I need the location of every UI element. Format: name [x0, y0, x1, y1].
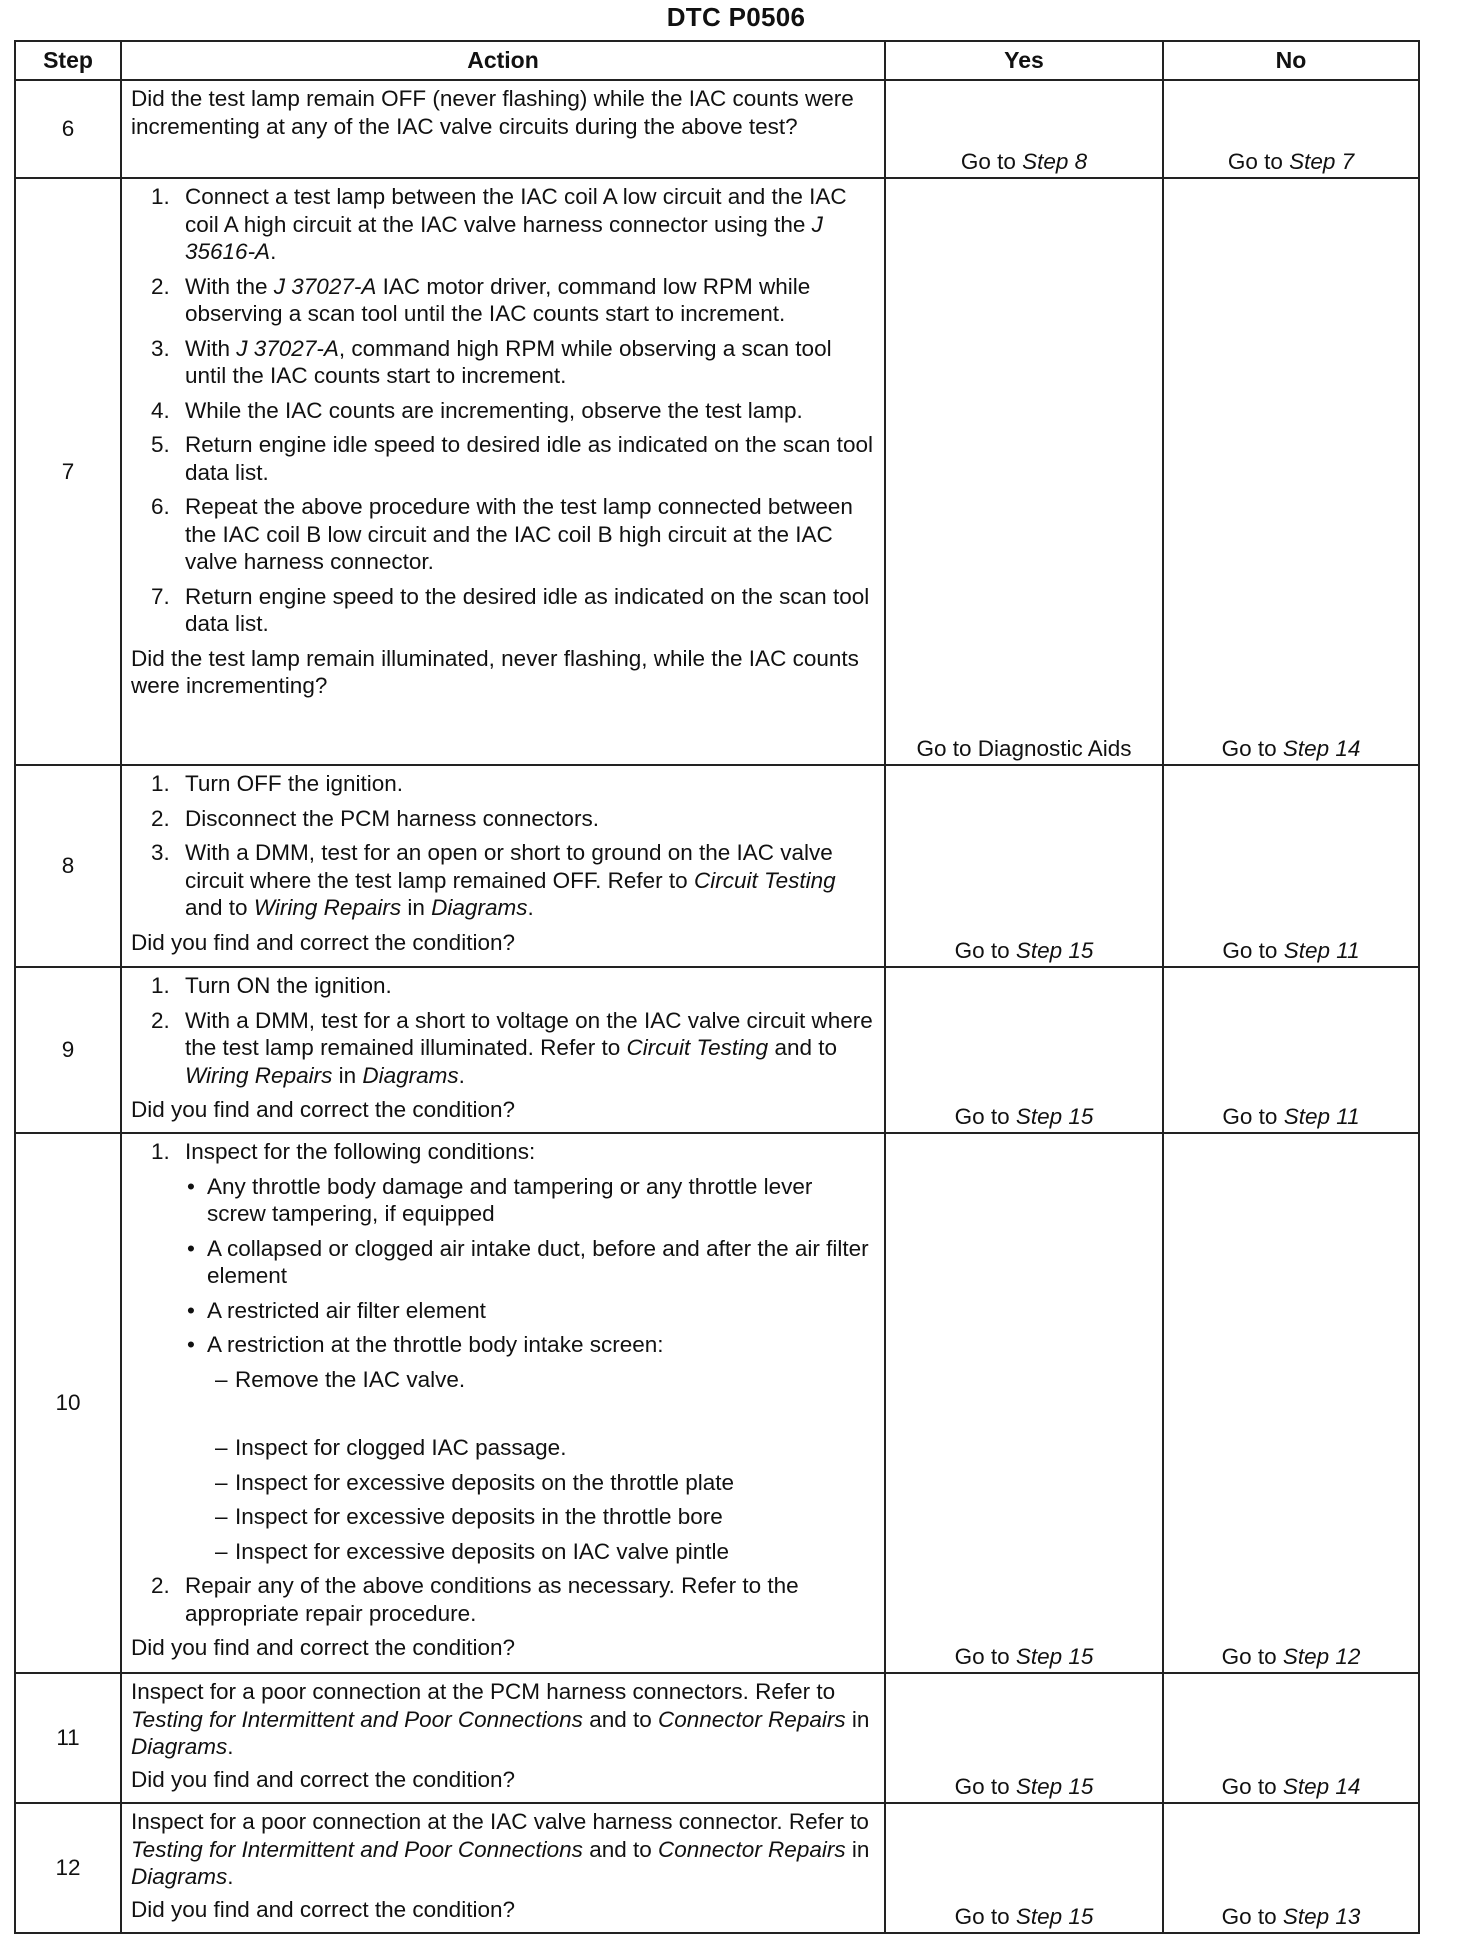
dash-item: – Remove the IAC valve. — [215, 1366, 466, 1392]
diagnostic-table — [14, 40, 1420, 1934]
yes-cell — [885, 1803, 1163, 1933]
no-target: Step 13 — [1282, 1903, 1361, 1929]
numbered-item: 2. Disconnect the PCM harness connectors. — [151, 805, 599, 831]
yes-target: Step 8 — [1022, 148, 1088, 174]
no-prefix: Go to — [1221, 1643, 1283, 1669]
action-cell — [121, 967, 885, 1133]
no-prefix: Go to — [1221, 1773, 1283, 1799]
dash-item: – Inspect for excessive deposits on IAC valve pintle — [215, 1538, 730, 1564]
question-text: Did the test lamp remain illuminated, never flashing, while the IAC counts were incrementing? — [131, 645, 859, 698]
no-target: Step 12 — [1282, 1643, 1361, 1669]
yes-cell — [885, 80, 1163, 178]
yes-target: Step 15 — [1015, 1643, 1094, 1669]
no-target: Step 11 — [1283, 1103, 1360, 1129]
yes-cell — [885, 178, 1163, 765]
yes-prefix: Go to Diagnostic Aids — [916, 735, 1132, 761]
header-action: Action — [121, 41, 885, 80]
numbered-item: 1. Turn ON the ignition. — [151, 973, 392, 998]
no-cell — [1163, 178, 1419, 765]
yes-cell — [885, 967, 1163, 1133]
question-text: Did you find and correct the condition? — [131, 1896, 515, 1922]
yes-prefix: Go to — [954, 937, 1016, 963]
yes-prefix: Go to — [954, 1903, 1016, 1929]
page-title: DTC P0506 — [666, 2, 806, 32]
no-target: Step 14 — [1282, 735, 1361, 761]
numbered-item: 4. While the IAC counts are incrementing, observe the test lamp. — [151, 397, 803, 423]
numbered-item: 5. Return engine idle speed to desired idle as indicated on the scan tool data list. — [151, 432, 873, 485]
action-cell — [121, 1803, 885, 1933]
question-text: Did the test lamp remain OFF (never flashing) while the IAC counts were incrementing at any of the IAC valve circuits during the above test? — [131, 86, 854, 139]
step-number: 6 — [15, 80, 121, 178]
table-row — [15, 967, 1419, 1133]
no-prefix: Go to — [1222, 1103, 1284, 1129]
no-cell — [1163, 1133, 1419, 1673]
bullet-item: • A restricted air filter element — [187, 1297, 486, 1323]
no-target: Step 14 — [1282, 1773, 1361, 1799]
step-number: 10 — [15, 1133, 121, 1673]
yes-prefix: Go to — [954, 1773, 1016, 1799]
question-text: Did you find and correct the condition? — [131, 929, 515, 955]
yes-target: Step 15 — [1015, 1103, 1094, 1129]
action-cell — [121, 765, 885, 967]
bullet-item: • Any throttle body damage and tampering or any throttle lever screw tampering, if equipped — [187, 1173, 813, 1226]
no-prefix: Go to — [1227, 148, 1290, 174]
action-cell — [121, 80, 885, 178]
action-cell — [121, 1673, 885, 1803]
header-no: No — [1163, 41, 1419, 80]
no-prefix: Go to — [1221, 735, 1283, 761]
action-cell — [121, 1133, 885, 1673]
yes-prefix: Go to — [954, 1103, 1016, 1129]
step-number: 8 — [15, 765, 121, 967]
header-row — [15, 41, 1419, 80]
step-number: 12 — [15, 1803, 121, 1933]
yes-cell — [885, 1673, 1163, 1803]
no-cell — [1163, 967, 1419, 1133]
no-cell — [1163, 765, 1419, 967]
question-text: Did you find and correct the condition? — [131, 1635, 515, 1660]
numbered-item: 7. Return engine speed to the desired idle as indicated on the scan tool data list. — [151, 583, 870, 636]
yes-target: Step 15 — [1015, 937, 1094, 963]
numbered-item: 3. With J 37027-A, command high RPM while observing a scan tool until the IAC counts start to increment. — [151, 335, 832, 388]
question-text: Did you find and correct the condition? — [131, 1097, 515, 1122]
no-target: Step 11 — [1283, 937, 1360, 963]
numbered-item: 2. With the J 37027-A IAC motor driver, command low RPM while observing a scan tool until the IAC counts start to increment. — [151, 273, 811, 326]
instruction-text: Inspect for a poor connection at the PCM harness connectors. Refer to Testing for Intermittent and Poor Connections and to Connector Repairs in Diagrams. — [131, 1679, 870, 1759]
numbered-item: 3. With a DMM, test for an open or short to ground on the IAC valve circuit where the test lamp remained OFF. Refer to Circuit Testing and to Wiring Repairs in Diagrams. — [151, 840, 836, 920]
table-row — [15, 178, 1419, 765]
numbered-item: 1. Inspect for the following conditions: — [151, 1139, 536, 1164]
yes-target: Step 15 — [1015, 1903, 1094, 1929]
numbered-item: 2. With a DMM, test for a short to voltage on the IAC valve circuit where the test lamp remained illuminated. Refer to Circuit Testing and to Wiring Repairs in Diagrams. — [151, 1007, 873, 1088]
table-row — [15, 1803, 1419, 1933]
dash-item: – Inspect for excessive deposits in the throttle bore — [215, 1504, 723, 1529]
question-text: Did you find and correct the condition? — [131, 1766, 515, 1792]
yes-cell — [885, 1133, 1163, 1673]
yes-prefix: Go to — [960, 148, 1023, 174]
header-yes: Yes — [885, 41, 1163, 80]
bullet-item: • A collapsed or clogged air intake duct, before and after the air filter element — [187, 1235, 869, 1288]
table-row — [15, 1673, 1419, 1803]
yes-cell — [885, 765, 1163, 967]
numbered-item: 1. Turn OFF the ignition. — [151, 771, 404, 796]
dash-item: – Inspect for excessive deposits on the throttle plate — [215, 1469, 735, 1495]
instruction-text: Inspect for a poor connection at the IAC valve harness connector. Refer to Testing for Intermittent and Poor Connections and to Connector Repairs in Diagrams. — [131, 1809, 870, 1889]
table-row — [15, 80, 1419, 178]
yes-prefix: Go to — [954, 1643, 1016, 1669]
bullet-item: • A restriction at the throttle body intake screen: — [187, 1332, 664, 1357]
dash-item: – Inspect for clogged IAC passage. — [215, 1435, 567, 1460]
numbered-item: 1. Connect a test lamp between the IAC coil A low circuit and the IAC coil A high circuit at the IAC valve harness connector using the J 35616-A. — [151, 184, 847, 264]
no-cell — [1163, 80, 1419, 178]
header-step: Step — [15, 41, 121, 80]
no-prefix: Go to — [1222, 937, 1284, 963]
table-row — [15, 765, 1419, 967]
numbered-item: 2. Repair any of the above conditions as necessary. Refer to the appropriate repair procedure. — [151, 1573, 799, 1626]
no-prefix: Go to — [1221, 1903, 1283, 1929]
step-number: 7 — [15, 178, 121, 765]
no-cell — [1163, 1673, 1419, 1803]
no-target: Step 7 — [1289, 148, 1355, 174]
step-number: 9 — [15, 967, 121, 1133]
table-row — [15, 1133, 1419, 1673]
numbered-item: 6. Repeat the above procedure with the test lamp connected between the IAC coil B low circuit and the IAC coil B high circuit at the IAC valve harness connector. — [151, 494, 853, 574]
action-cell — [121, 178, 885, 765]
no-cell — [1163, 1803, 1419, 1933]
yes-target: Step 15 — [1015, 1773, 1094, 1799]
step-number: 11 — [15, 1673, 121, 1803]
